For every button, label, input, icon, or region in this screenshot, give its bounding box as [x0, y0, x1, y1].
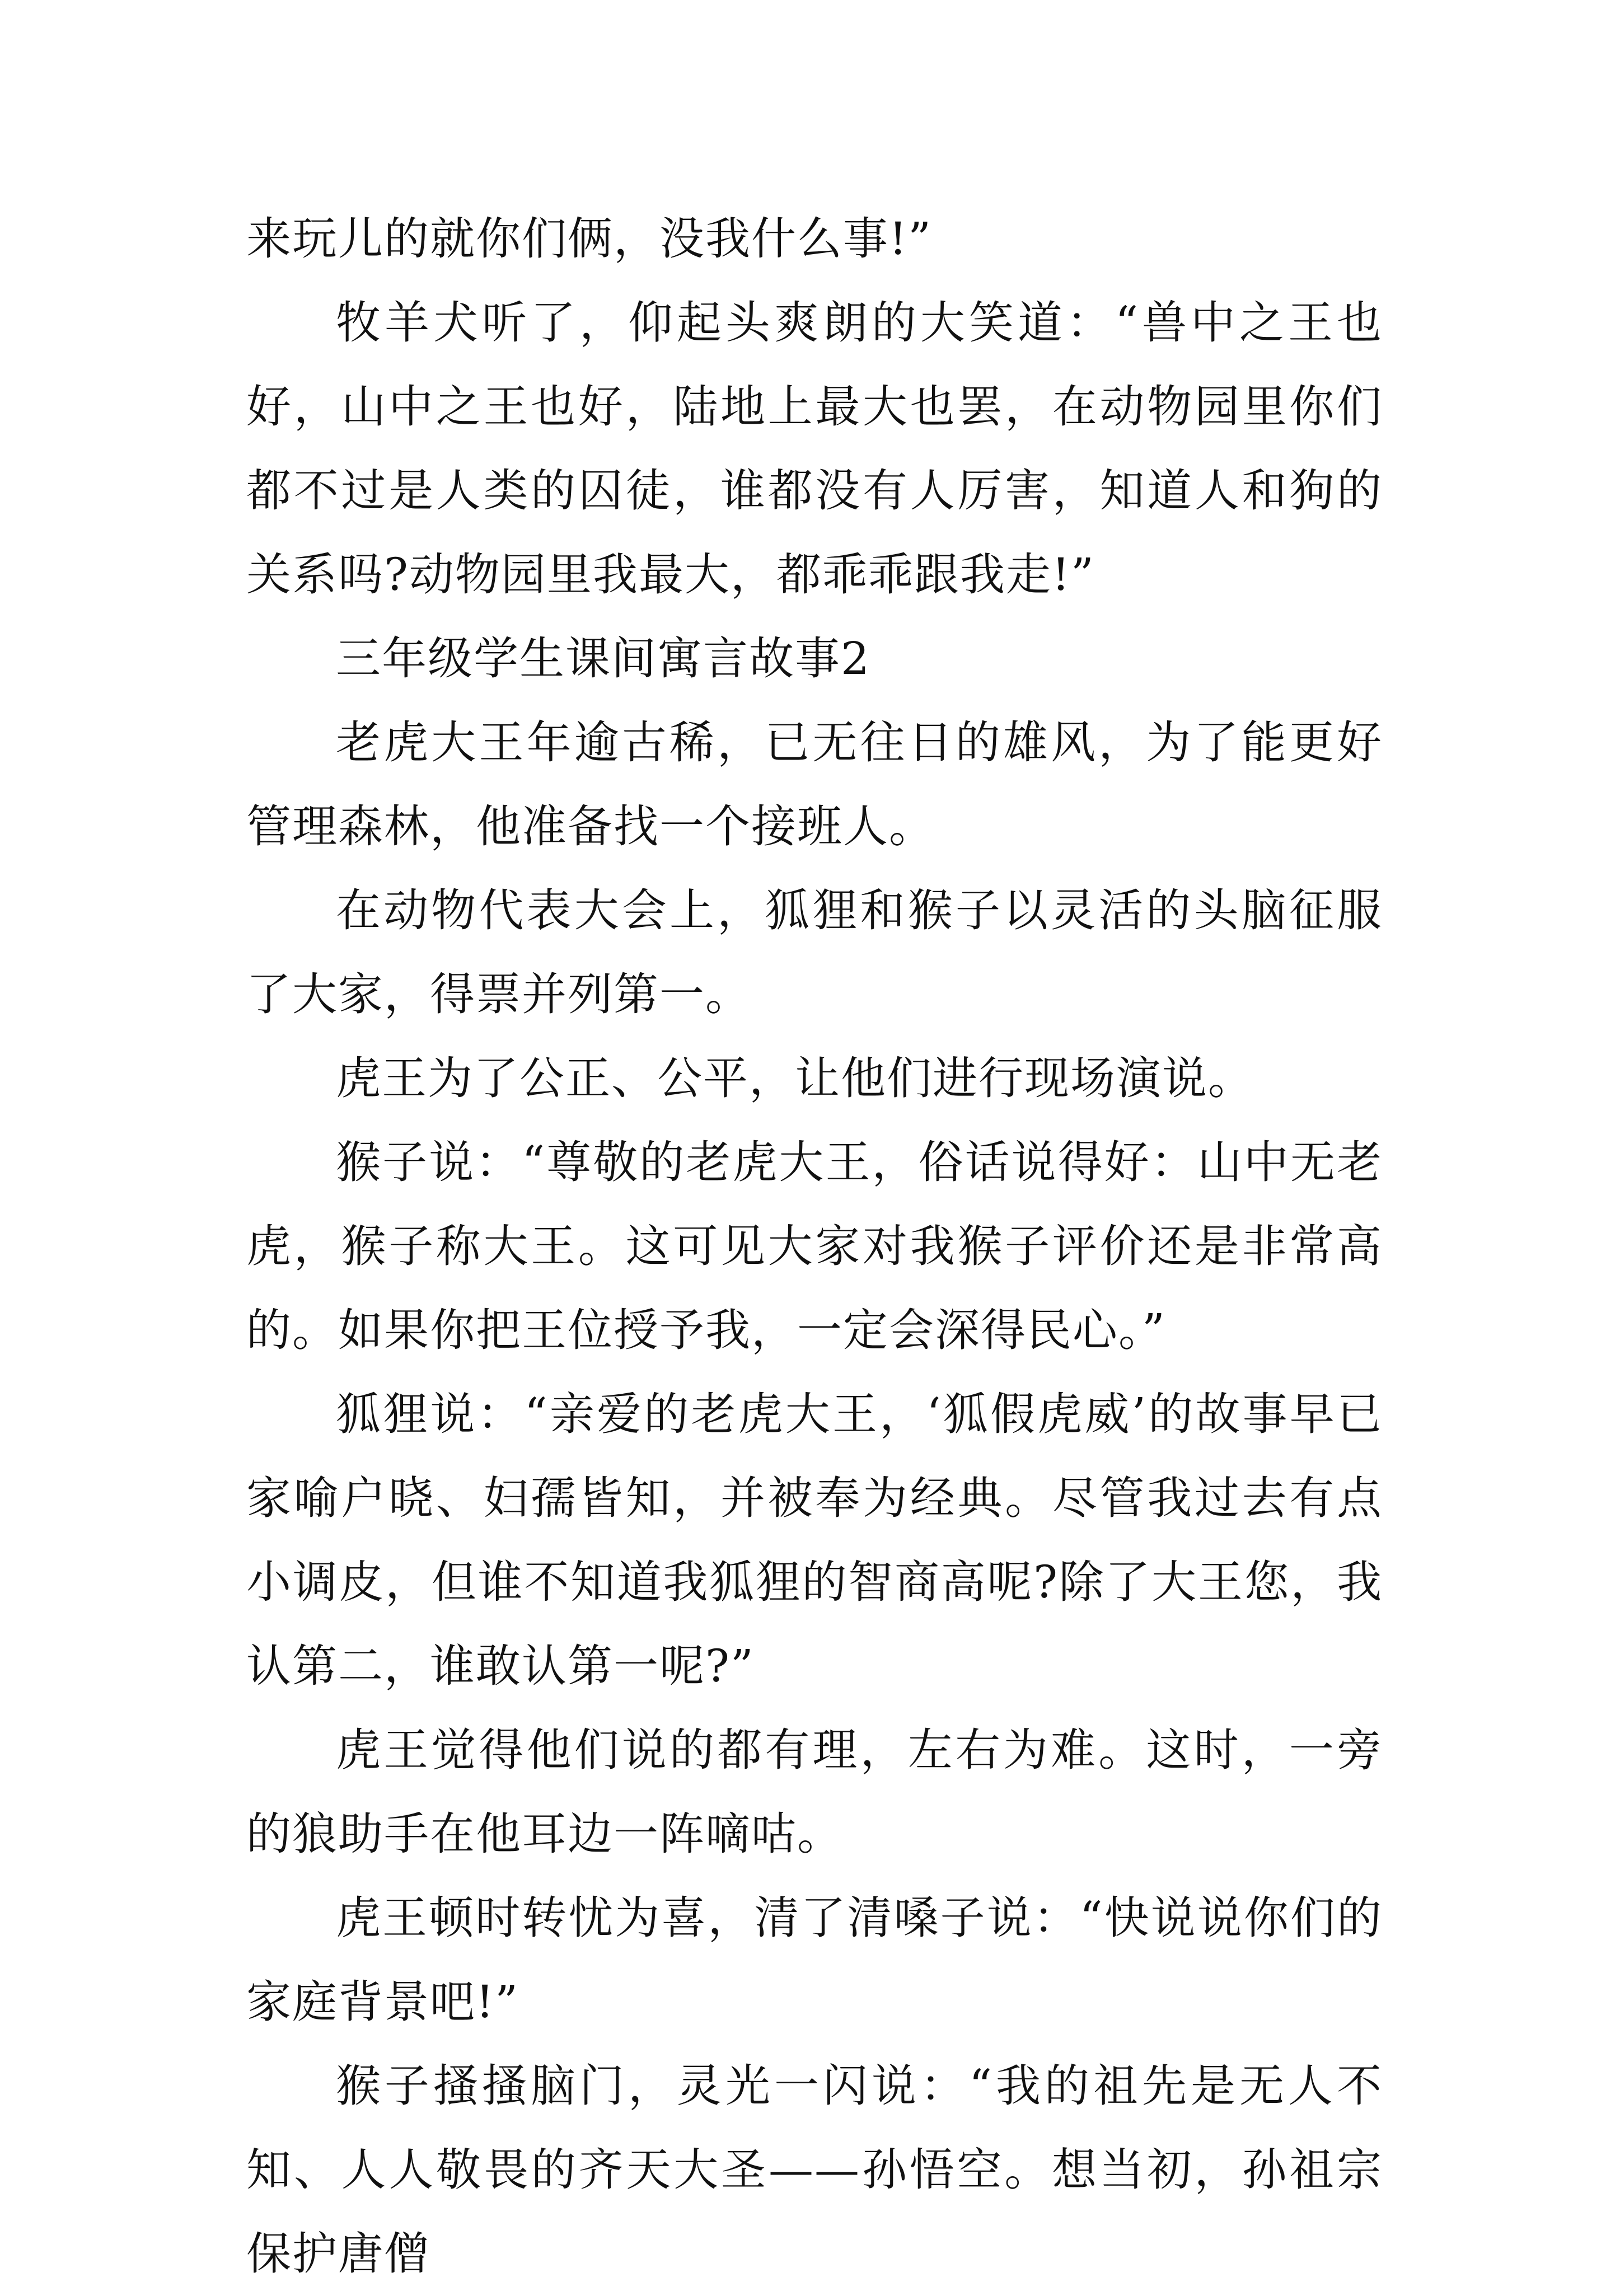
paragraph-animal-congress: 在动物代表大会上，狐狸和猴子以灵活的头脑征服了大家，得票并列第一。	[246, 884, 1383, 1020]
paragraph-monkey-ancestor: 猴子搔搔脑门，灵光一闪说：“我的祖先是无人不知、人人敬畏的齐天大圣——孙悟空。想当初，孙祖宗保护唐僧	[246, 2060, 1383, 2280]
paragraph-speech-contest: 虎王为了公正、公平，让他们进行现场演说。	[336, 1052, 1254, 1104]
paragraph-monkey-speech: 猴子说：“尊敬的老虎大王，俗话说得好：山中无老虎，猴子称大王。这可见大家对我猴子评价还是非常高的。如果你把王位授予我，一定会深得民心。”	[246, 1136, 1383, 1356]
paragraph-tiger-dilemma: 虎王觉得他们说的都有理，左右为难。这时，一旁的狼助手在他耳边一阵嘀咕。	[246, 1724, 1383, 1860]
paragraph-fox-speech: 狐狸说：“亲爱的老虎大王，‘狐假虎威’的故事早已家喻户晓、妇孺皆知，并被奉为经典。尽管我过去有点小调皮，但谁不知道我狐狸的智商高呢?除了大王您，我认第二，谁敢认第一呢?”	[246, 1388, 1383, 1692]
paragraph-tiger-king: 老虎大王年逾古稀，已无往日的雄风，为了能更好管理森林，他准备找一个接班人。	[246, 716, 1383, 852]
paragraph-sheepdog-reply: 牧羊犬听了，仰起头爽朗的大笑道：“兽中之王也好，山中之王也好，陆地上最大也罢，在动物园里你们都不过是人类的囚徒，谁都没有人厉害，知道人和狗的关系吗?动物园里我最大，都乖乖跟我走!”	[246, 297, 1383, 601]
story-title: 三年级学生课间寓言故事2	[336, 632, 870, 685]
document-body	[246, 197, 1383, 2296]
paragraph-family-background: 虎王顿时转忧为喜，清了清嗓子说：“快说说你们的家庭背景吧!”	[246, 1892, 1383, 2028]
paragraph-continued: 来玩儿的就你们俩，没我什么事!”	[246, 213, 933, 265]
